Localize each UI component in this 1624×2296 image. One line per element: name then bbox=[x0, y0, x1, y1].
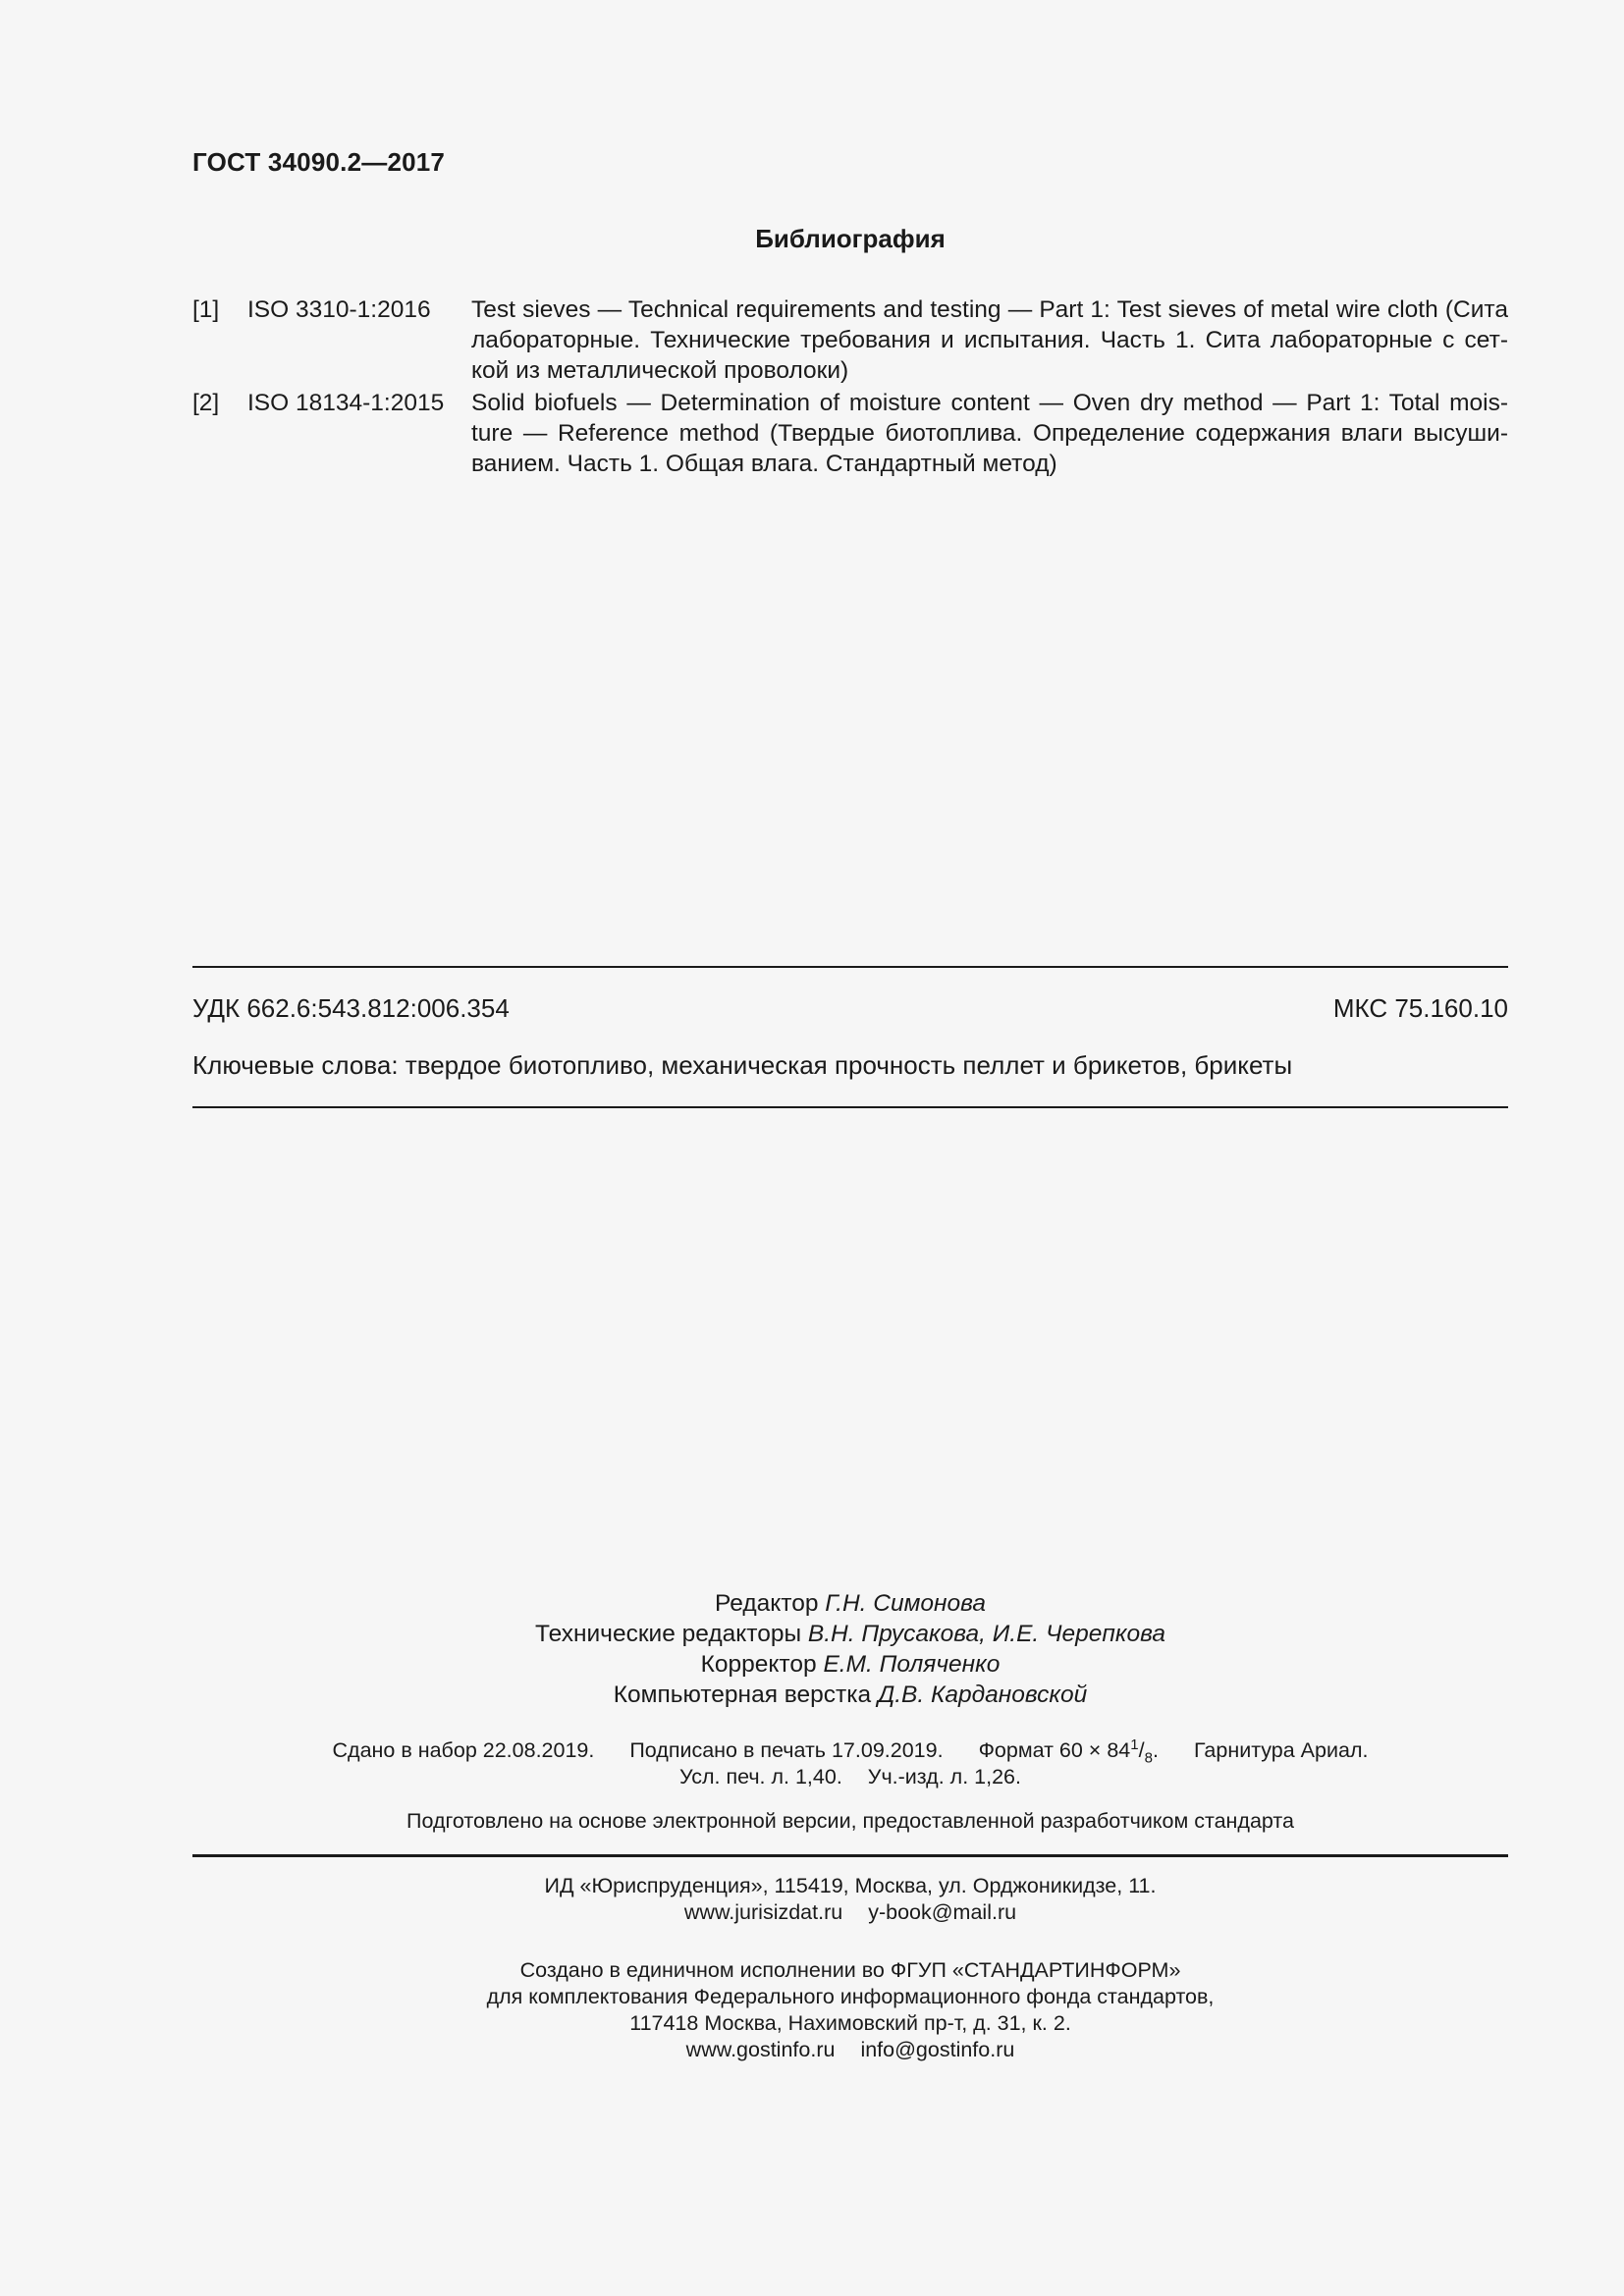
print-info bbox=[192, 1737, 1508, 1790]
entry-line: кой из металлической проволоки) bbox=[471, 357, 849, 384]
producer-email: info@gostinfo.ru bbox=[860, 2038, 1015, 2061]
entry-code: ISO 3310-1:2016 bbox=[247, 296, 431, 323]
format-prefix: Формат 60 × 84 bbox=[978, 1738, 1131, 1762]
bibliography-title: Библиография bbox=[755, 224, 946, 253]
print-info-line bbox=[192, 1735, 1508, 1767]
producer-line: для комплектования Федерального информационного фонда стандартов, bbox=[486, 1985, 1215, 2008]
print-sheets: Усл. печ. л. 1,40. bbox=[678, 1765, 842, 1789]
udk-code: УДК 662.6:543.812:006.354 bbox=[192, 993, 510, 1023]
divider-rule bbox=[192, 1854, 1508, 1857]
layout-label: Компьютерная верстка bbox=[613, 1682, 872, 1708]
divider-rule bbox=[192, 1106, 1508, 1108]
entry-line: лабораторные. Технические требования и испытания. Часть 1. Сита лабораторные с сет- bbox=[471, 327, 1508, 353]
credits bbox=[192, 1588, 1508, 1710]
document-id: ГОСТ 34090.2—2017 bbox=[192, 147, 446, 177]
typeface: Гарнитура Ариал. bbox=[1193, 1738, 1369, 1762]
entry-code: ISO 18134-1:2015 bbox=[247, 390, 445, 416]
mks-code: МКС 75.160.10 bbox=[1332, 993, 1508, 1023]
producer-block bbox=[192, 1957, 1508, 2063]
corrector-name: Е.М. Поляченко bbox=[823, 1651, 1001, 1678]
entry-text bbox=[471, 388, 1508, 479]
bibliography-entry bbox=[192, 388, 1508, 481]
tech-editors-label: Технические редакторы bbox=[535, 1621, 802, 1647]
layout-line bbox=[192, 1680, 1508, 1710]
format-suffix: . bbox=[1152, 1738, 1159, 1762]
keywords: Ключевые слова: твердое биотопливо, механическая прочность пеллет и брикетов, брикеты bbox=[192, 1050, 1293, 1080]
publisher-address: ИД «Юриспруденция», 115419, Москва, ул. Орджоникидзе, 11. bbox=[544, 1874, 1157, 1897]
format-denominator: 8 bbox=[1144, 1749, 1153, 1767]
format-numerator: 1 bbox=[1130, 1735, 1139, 1753]
entry-line: Test sieves — Technical requirements and testing — Part 1: Test sieves of metal wire cloth (Сита bbox=[471, 296, 1508, 323]
corrector-line bbox=[192, 1649, 1508, 1680]
prepared-note: Подготовлено на основе электронной версии, предоставленной разработчиком стандарта bbox=[406, 1809, 1294, 1833]
editor-label: Редактор bbox=[715, 1590, 819, 1617]
producer-line: 117418 Москва, Нахимовский пр-т, д. 31, к. 2. bbox=[629, 2011, 1071, 2035]
entry-text bbox=[471, 294, 1508, 386]
entry-line: ture — Reference method (Твердые биотоплива. Определение содержания влаги высуши- bbox=[471, 420, 1508, 447]
tech-editors-names: В.Н. Прусакова, И.Е. Черепкова bbox=[807, 1621, 1165, 1647]
editor-name: Г.Н. Симонова bbox=[825, 1590, 986, 1617]
corrector-label: Корректор bbox=[700, 1651, 817, 1678]
layout-name: Д.В. Кардановской bbox=[877, 1682, 1088, 1708]
publisher-email: y-book@mail.ru bbox=[868, 1900, 1017, 1924]
entry-number: [1] bbox=[192, 296, 220, 323]
divider-rule bbox=[192, 966, 1508, 968]
producer-line: Создано в единичном исполнении во ФГУП «СТАНДАРТИНФОРМ» bbox=[519, 1958, 1181, 1982]
publisher-block bbox=[192, 1873, 1508, 1926]
publisher-site: www.jurisizdat.ru bbox=[683, 1900, 843, 1924]
producer-contacts bbox=[192, 2037, 1508, 2063]
sheets-line bbox=[192, 1764, 1508, 1790]
producer-site: www.gostinfo.ru bbox=[685, 2038, 836, 2061]
entry-line: ванием. Часть 1. Общая влага. Стандартный метод) bbox=[471, 451, 1057, 477]
signed-date: Подписано в печать 17.09.2019. bbox=[629, 1738, 944, 1762]
tech-editors-line bbox=[192, 1619, 1508, 1649]
editor-line bbox=[192, 1588, 1508, 1619]
entry-line: Solid biofuels — Determination of moisture content — Oven dry method — Part 1: Total mois- bbox=[471, 390, 1508, 416]
pub-sheets: Уч.-изд. л. 1,26. bbox=[867, 1765, 1021, 1789]
paper-format: Формат $60 \times 84^1/_8$. bbox=[978, 1735, 1159, 1767]
publisher-contacts bbox=[192, 1899, 1508, 1926]
bibliography-entry bbox=[192, 294, 1508, 388]
submitted-date: Сдано в набор 22.08.2019. bbox=[332, 1738, 595, 1762]
entry-number: [2] bbox=[192, 390, 220, 416]
